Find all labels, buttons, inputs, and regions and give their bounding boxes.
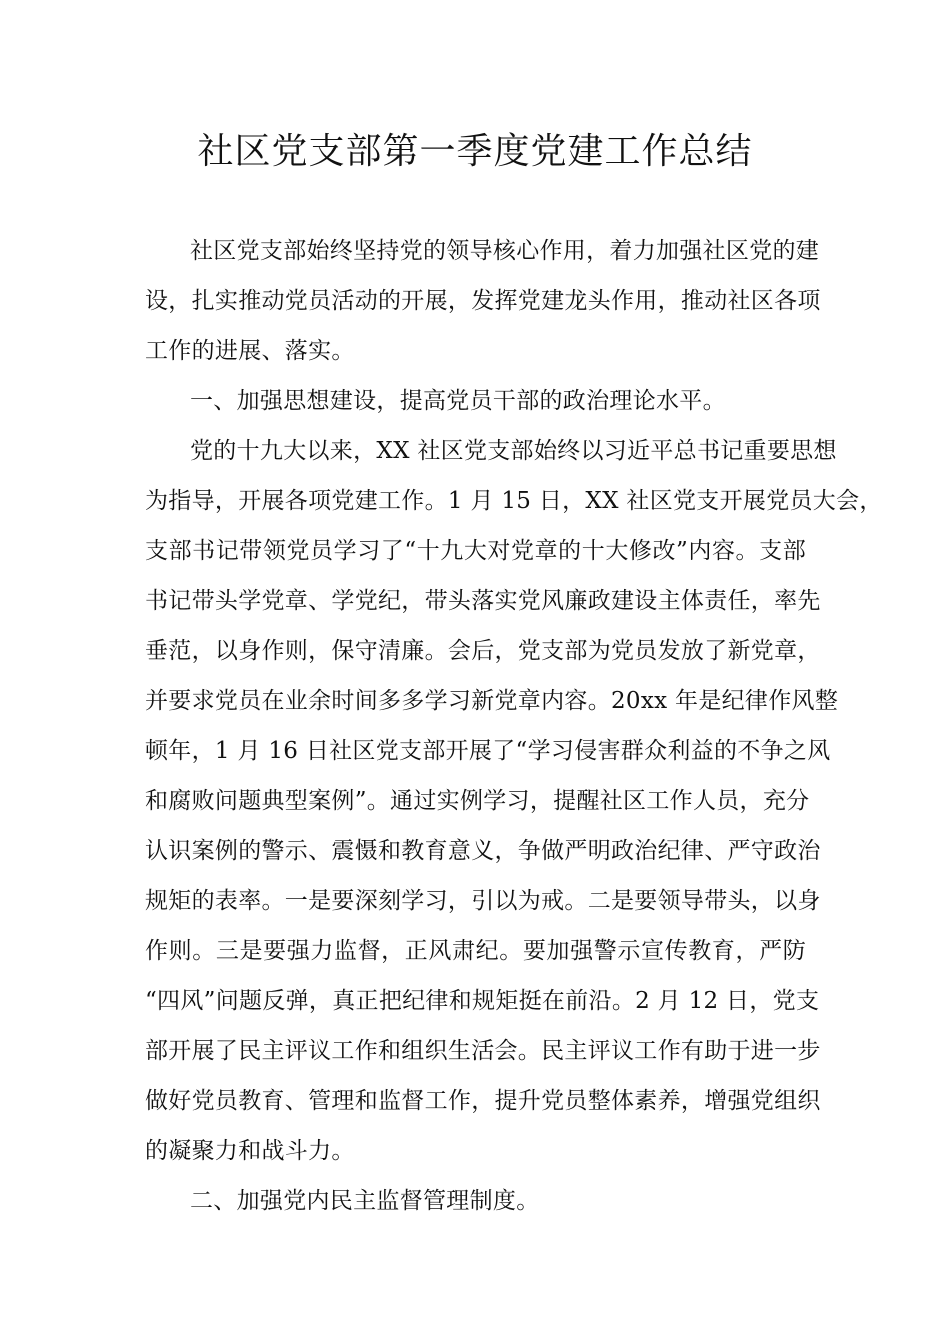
text-line: 书记带头学党章、学党纪，带头落实党风廉政建设主体责任，率先 bbox=[145, 588, 821, 614]
text-line: 垂范，以身作则，保守清廉。会后，党支部为党员发放了新党章， bbox=[145, 638, 821, 664]
text-line: 顿年，1 月 16 日社区党支部开展了“学习侵害群众利益的不争之风 bbox=[145, 738, 831, 764]
section-heading: 二、加强党内民主监督管理制度。 bbox=[190, 1188, 540, 1214]
text-line: 社区党支部始终坚持党的领导核心作用，着力加强社区党的建 bbox=[190, 238, 820, 264]
text-line: 规矩的表率。一是要深刻学习，引以为戒。二是要领导带头，以身 bbox=[145, 888, 821, 914]
text-line: 工作的进展、落实。 bbox=[145, 338, 355, 364]
text-line: 设，扎实推动党员活动的开展，发挥党建龙头作用，推动社区各项 bbox=[145, 288, 821, 314]
text-line: 的凝聚力和战斗力。 bbox=[145, 1138, 355, 1164]
text-line: 认识案例的警示、震慑和教育意义，争做严明政治纪律、严守政治 bbox=[145, 838, 821, 864]
document-title: 社区党支部第一季度党建工作总结 bbox=[197, 131, 753, 172]
text-line: 做好党员教育、管理和监督工作，提升党员整体素养，增强党组织 bbox=[145, 1088, 821, 1114]
text-line: 并要求党员在业余时间多多学习新党章内容。20xx 年是纪律作风整 bbox=[145, 688, 839, 714]
section-heading: 一、加强思想建设，提高党员干部的政治理论水平。 bbox=[190, 388, 726, 414]
text-line: 党的十九大以来，XX 社区党支部始终以习近平总书记重要思想 bbox=[190, 438, 837, 464]
text-line: 部开展了民主评议工作和组织生活会。民主评议工作有助于进一步 bbox=[145, 1038, 821, 1064]
text-line: 支部书记带领党员学习了“十九大对党章的十大修改”内容。支部 bbox=[145, 538, 806, 564]
text-line: 和腐败问题典型案例”。通过实例学习，提醒社区工作人员，充分 bbox=[145, 788, 810, 814]
text-line: 为指导，开展各项党建工作。1 月 15 日，XX 社区党支开展党员大会， bbox=[145, 488, 883, 514]
text-line: 作则。三是要强力监督，正风肃纪。要加强警示宣传教育，严防 bbox=[145, 938, 806, 964]
text-line: “四风”问题反弹，真正把纪律和规矩挺在前沿。2 月 12 日，党支 bbox=[145, 988, 820, 1014]
